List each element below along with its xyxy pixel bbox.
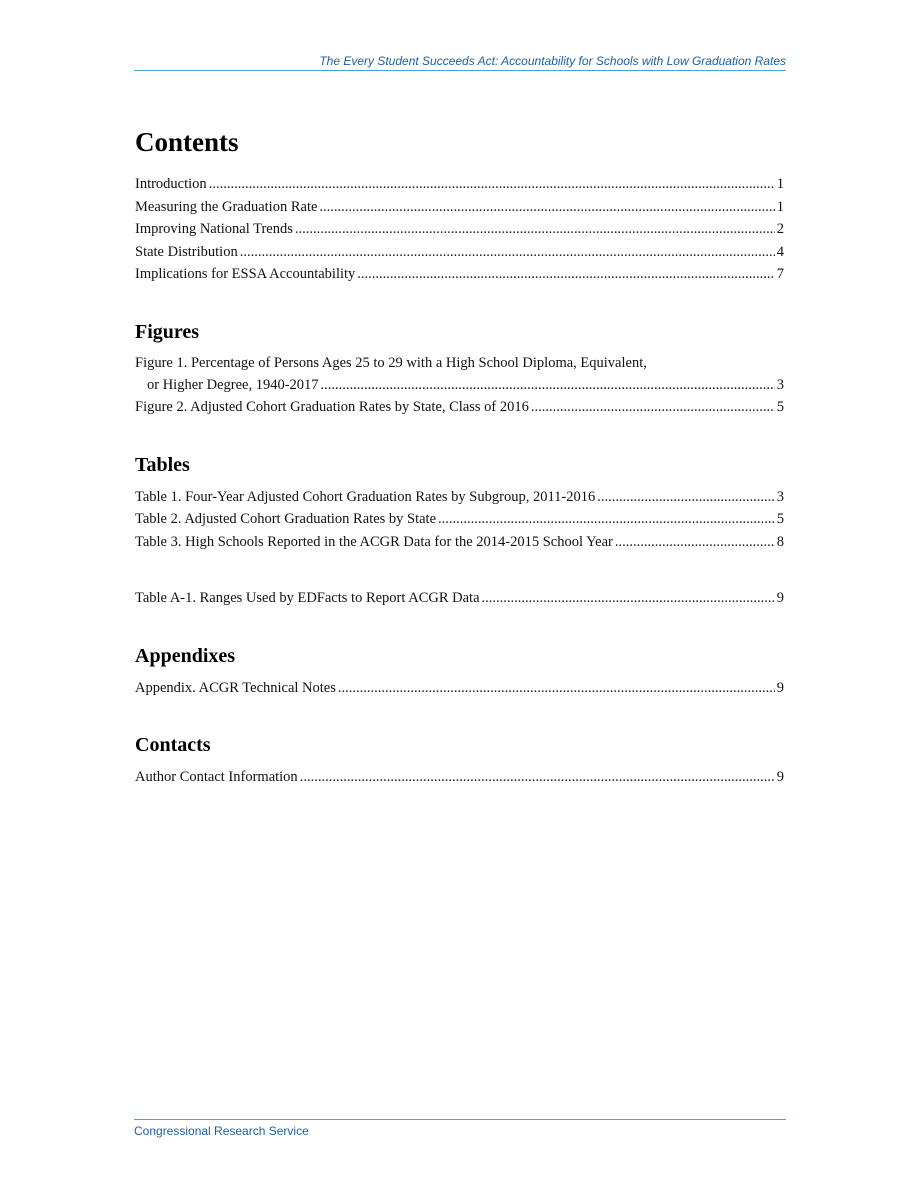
toc-entry-figure-1[interactable] bbox=[135, 353, 784, 397]
toc-entry-title: Measuring the Graduation Rate bbox=[135, 198, 318, 215]
toc-entry-title: Figure 1. Percentage of Persons Ages 25 to 29 with a High School Diploma, Equivalent, bbox=[135, 354, 647, 371]
toc-entry-page: 9 bbox=[776, 590, 784, 606]
toc-entry-table-3[interactable] bbox=[135, 531, 784, 554]
toc-entry-continuation bbox=[135, 374, 784, 397]
contents-section bbox=[135, 126, 784, 286]
dot-leader bbox=[209, 173, 775, 196]
contacts-section bbox=[135, 733, 784, 789]
toc-entry-title: Appendix. ACGR Technical Notes bbox=[135, 679, 336, 696]
tables-section bbox=[135, 453, 784, 610]
contents-heading: Contents bbox=[135, 127, 239, 157]
toc-entry-table-2[interactable] bbox=[135, 508, 784, 531]
footer-org: Congressional Research Service bbox=[134, 1124, 309, 1138]
toc-entry-title: Author Contact Information bbox=[135, 769, 298, 785]
toc-entry-title: Implications for ESSA Accountability bbox=[135, 266, 356, 282]
toc-entry-page: 7 bbox=[776, 266, 784, 282]
dot-leader bbox=[240, 241, 775, 264]
toc-entry-title: Table A-1. Ranges Used by EDFacts to Report ACGR Data bbox=[135, 590, 480, 606]
toc-entry-page: 4 bbox=[776, 243, 784, 260]
toc-entry-page: 9 bbox=[776, 769, 784, 785]
dot-leader bbox=[300, 766, 775, 789]
toc-entry-author-contact[interactable] bbox=[135, 766, 784, 789]
toc-entry-page: 1 bbox=[776, 198, 784, 215]
appendixes-heading: Appendixes bbox=[135, 644, 236, 667]
dot-leader bbox=[338, 677, 775, 700]
toc-entry-table-1[interactable] bbox=[135, 486, 784, 509]
dot-leader bbox=[295, 218, 775, 241]
section-gap bbox=[135, 553, 784, 587]
page-footer bbox=[134, 1119, 786, 1138]
toc-entry-title-continued: or Higher Degree, 1940-2017 bbox=[147, 376, 319, 393]
dot-leader bbox=[597, 486, 775, 509]
toc-entry-title: Table 1. Four-Year Adjusted Cohort Graduation Rates by Subgroup, 2011-2016 bbox=[135, 488, 596, 505]
toc-entry-title: Figure 2. Adjusted Cohort Graduation Rates by State, Class of 2016 bbox=[135, 399, 529, 415]
toc-entry-measuring[interactable] bbox=[135, 196, 784, 219]
dot-leader bbox=[531, 396, 775, 419]
toc-entry-appendix[interactable] bbox=[135, 677, 784, 700]
figures-section bbox=[135, 320, 784, 419]
running-header bbox=[134, 54, 786, 71]
appendixes-section bbox=[135, 644, 784, 700]
toc-entry-title: Table 3. High Schools Reported in the ACGR Data for the 2014-2015 School Year bbox=[135, 533, 613, 550]
toc-entry-implications[interactable] bbox=[135, 263, 784, 286]
toc-entry-page: 1 bbox=[776, 176, 784, 192]
dot-leader bbox=[357, 263, 774, 286]
toc-entry-title: Introduction bbox=[135, 176, 207, 192]
toc-entry-improving[interactable] bbox=[135, 218, 784, 241]
toc-entry-state-distribution[interactable] bbox=[135, 241, 784, 264]
running-title: The Every Student Succeeds Act: Accountability for Schools with Low Graduation Rates bbox=[319, 54, 786, 68]
dot-leader bbox=[482, 587, 775, 610]
dot-leader bbox=[321, 374, 775, 397]
toc-entry-page: 3 bbox=[776, 376, 784, 393]
toc-entry-page: 3 bbox=[776, 488, 784, 505]
toc-entry-page: 9 bbox=[776, 679, 784, 696]
toc-entry-title: State Distribution bbox=[135, 243, 238, 260]
dot-leader bbox=[438, 508, 775, 531]
figures-heading: Figures bbox=[135, 320, 200, 343]
toc-entry-page: 5 bbox=[776, 511, 784, 527]
toc-entry-table-a-1[interactable] bbox=[135, 587, 784, 610]
contacts-heading: Contacts bbox=[135, 734, 211, 756]
toc-entry-title: Improving National Trends bbox=[135, 221, 293, 237]
tables-heading: Tables bbox=[135, 453, 190, 476]
toc-entry-page: 5 bbox=[776, 399, 784, 415]
dot-leader bbox=[615, 531, 775, 554]
toc-entry-figure-2[interactable] bbox=[135, 396, 784, 419]
toc-entry-title: Table 2. Adjusted Cohort Graduation Rates by State bbox=[135, 511, 437, 527]
toc-entry-page: 2 bbox=[776, 221, 784, 237]
table-of-contents bbox=[135, 126, 784, 823]
dot-leader bbox=[319, 196, 774, 219]
toc-entry-introduction[interactable] bbox=[135, 173, 784, 196]
toc-entry-page: 8 bbox=[776, 533, 784, 550]
